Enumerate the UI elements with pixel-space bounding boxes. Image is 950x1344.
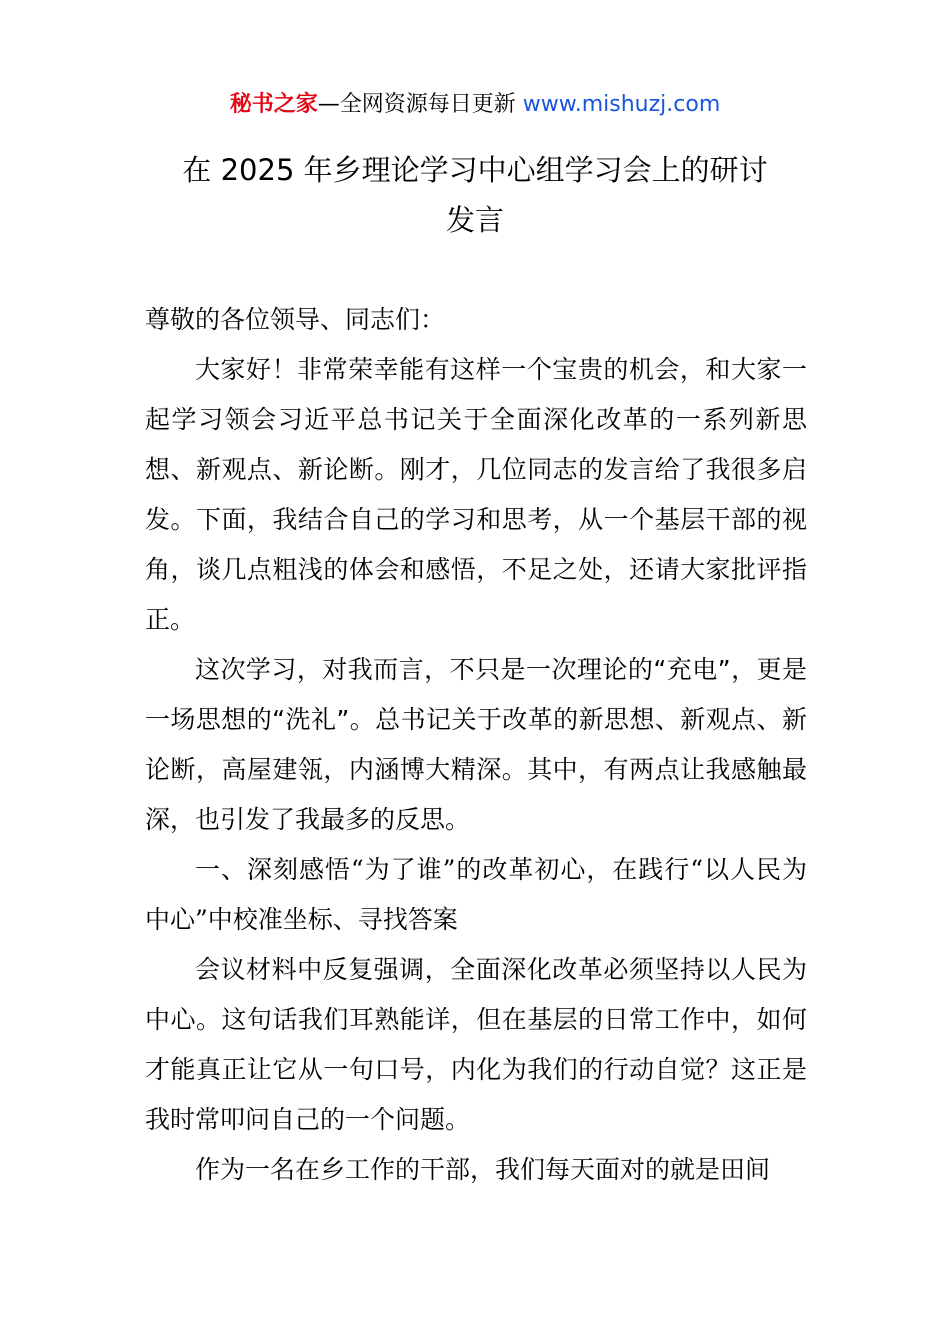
document-title xyxy=(145,145,805,245)
site-header xyxy=(0,88,950,122)
brand-name: 秘书之家 xyxy=(229,92,318,117)
body-paragraph: 这次学习，对我而言，不只是一次理论的“充电”，更是一场思想的“洗礼”。总书记关于改革的新思想、新观点、新论断，高屋建瓴，内涵博大精深。其中，有两点让我感触最深，也引发了我最多的反思。 xyxy=(145,655,807,834)
site-tagline: —全网资源每日更新 xyxy=(317,92,523,117)
body-paragraph: 会议材料中反复强调，全面深化改革必须坚持以人民为中心。这句话我们耳熟能详，但在基层的日常工作中，如何才能真正让它从一句口号，内化为我们的行动自觉？这正是我时常叩问自己的一个问题。 xyxy=(145,955,807,1134)
salutation: 尊敬的各位领导、同志们： xyxy=(145,305,446,334)
body-paragraph: 大家好！非常荣幸能有这样一个宝贵的机会，和大家一起学习领会习近平总书记关于全面深化改革的一系列新思想、新观点、新论断。刚才，几位同志的发言给了我很多启发。下面，我结合自己的学习和思考，从一个基层干部的视角，谈几点粗浅的体会和感悟，不足之处，还请大家批评指正。 xyxy=(145,355,807,634)
section-heading: 一、深刻感悟“为了谁”的改革初心，在践行“以人民为中心”中校准坐标、寻找答案 xyxy=(145,855,807,934)
title-line-2: 发言 xyxy=(445,203,504,237)
title-line-1: 在 2025 年乡理论学习中心组学习会上的研讨 xyxy=(182,153,768,187)
body-paragraph: 作为一名在乡工作的干部，我们每天面对的就是田间 xyxy=(195,1155,771,1184)
site-url-link[interactable]: www.mishuzj.com xyxy=(522,92,721,117)
document-body xyxy=(145,295,807,1195)
